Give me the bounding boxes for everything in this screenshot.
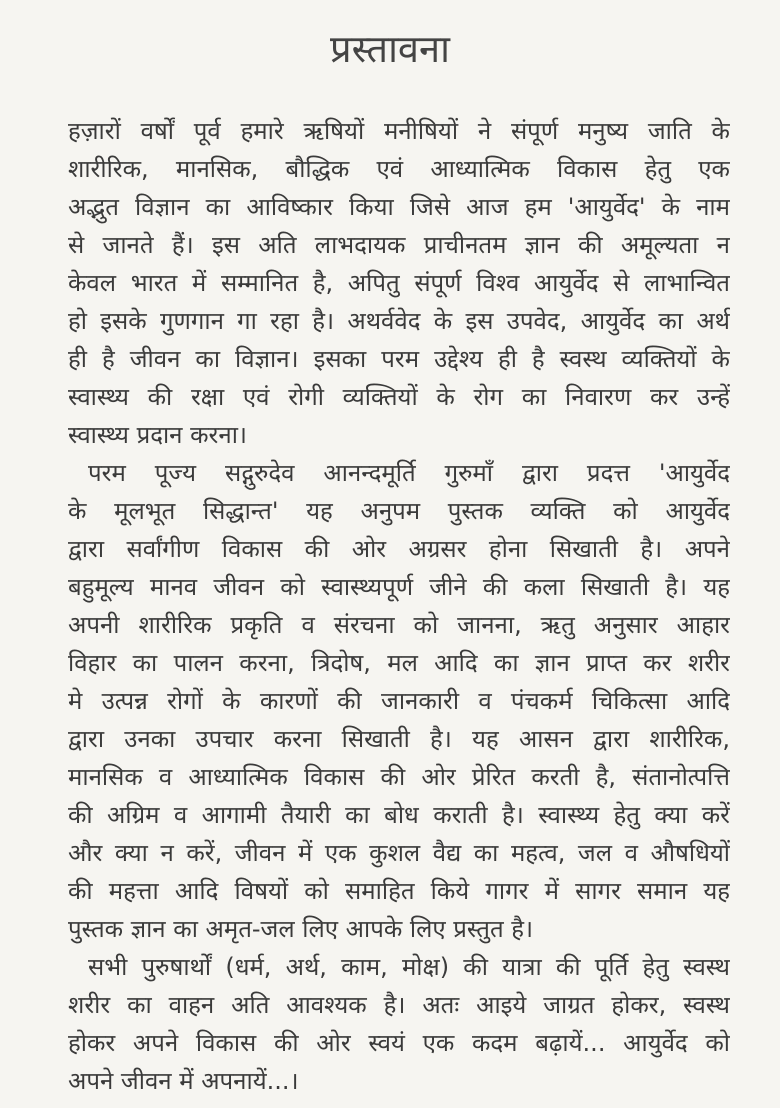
text-line: मानसिक व आध्यात्मिक विकास की ओर प्रेरित करती है, संतानोत्पत्ति xyxy=(68,763,730,791)
text-line: से जानते हैं। इस अति लाभदायक प्राचीनतम ज्ञान की अमूल्यता न xyxy=(68,231,730,259)
text-line: अद्भुत विज्ञान का आविष्कार किया जिसे आज हम 'आयुर्वेद' के नाम xyxy=(68,193,730,221)
text-line: होकर अपने विकास की ओर स्वयं एक कदम बढ़ायें... आयुर्वेद को xyxy=(68,1029,730,1057)
text-line: केवल भारत में सम्मानित है, अपितु संपूर्ण विश्व आयुर्वेद से लाभान्वित xyxy=(68,269,730,297)
text-line: मे उत्पन्न रोगों के कारणों की जानकारी व पंचकर्म चिकित्सा आदि xyxy=(68,687,730,715)
text-line: के मूलभूत सिद्धान्त' यह अनुपम पुस्तक व्यक्ति को आयुर्वेद xyxy=(68,497,730,525)
document-body xyxy=(68,112,730,1100)
text-line: अपनी शारीरिक प्रकृति व संरचना को जानना, ऋतु अनुसार आहार xyxy=(68,611,730,639)
text-line: और क्या न करें, जीवन में एक कुशल वैद्य का महत्व, जल व औषधियों xyxy=(68,839,730,867)
text-line: अपने जीवन में अपनायें...। xyxy=(68,1067,299,1095)
text-line: पुस्तक ज्ञान का अमृत-जल लिए आपके लिए प्रस्तुत है। xyxy=(68,915,534,943)
text-line: की अग्रिम व आगामी तैयारी का बोध कराती है। स्वास्थ्य हेतु क्या करें xyxy=(68,801,730,829)
paragraph xyxy=(68,948,730,1100)
text-line: हो इसके गुणगान गा रहा है। अथर्ववेद के इस उपवेद, आयुर्वेद का अर्थ xyxy=(68,307,730,335)
text-line: द्वारा उनका उपचार करना सिखाती है। यह आसन द्वारा शारीरिक, xyxy=(68,725,730,753)
text-line: सभी पुरुषार्थों (धर्म, अर्थ, काम, मोक्ष) की यात्रा की पूर्ति हेतु स्वस्थ xyxy=(88,953,730,981)
text-line: की महत्ता आदि विषयों को समाहित किये गागर में सागर समान यह xyxy=(68,877,730,905)
page-title: प्रस्तावना xyxy=(330,27,450,71)
text-line: हज़ारों वर्षों पूर्व हमारे ऋषियों मनीषियों ने संपूर्ण मनुष्य जाति के xyxy=(68,117,730,145)
text-line: ही है जीवन का विज्ञान। इसका परम उद्देश्य ही है स्वस्थ व्यक्तियों के xyxy=(68,345,730,373)
text-line: बहुमूल्य मानव जीवन को स्वास्थ्यपूर्ण जीने की कला सिखाती है। यह xyxy=(68,573,730,601)
text-line: शारीरिक, मानसिक, बौद्धिक एवं आध्यात्मिक विकास हेतु एक xyxy=(68,155,730,183)
text-line: शरीर का वाहन अति आवश्यक है। अतः आइये जाग्रत होकर, स्वस्थ xyxy=(68,991,730,1019)
text-line: स्वास्थ्य प्रदान करना। xyxy=(68,421,248,449)
text-line: विहार का पालन करना, त्रिदोष, मल आदि का ज्ञान प्राप्त कर शरीर xyxy=(68,649,730,677)
text-line: स्वास्थ्य की रक्षा एवं रोगी व्यक्तियों के रोग का निवारण कर उन्हें xyxy=(68,383,730,411)
paragraph xyxy=(68,454,730,948)
paragraph xyxy=(68,112,730,454)
text-line: द्वारा सर्वांगीण विकास की ओर अग्रसर होना सिखाती है। अपने xyxy=(68,535,730,563)
text-line: परम पूज्य सद्गुरुदेव आनन्दमूर्ति गुरुमाँ द्वारा प्रदत्त 'आयुर्वेद xyxy=(88,459,730,487)
